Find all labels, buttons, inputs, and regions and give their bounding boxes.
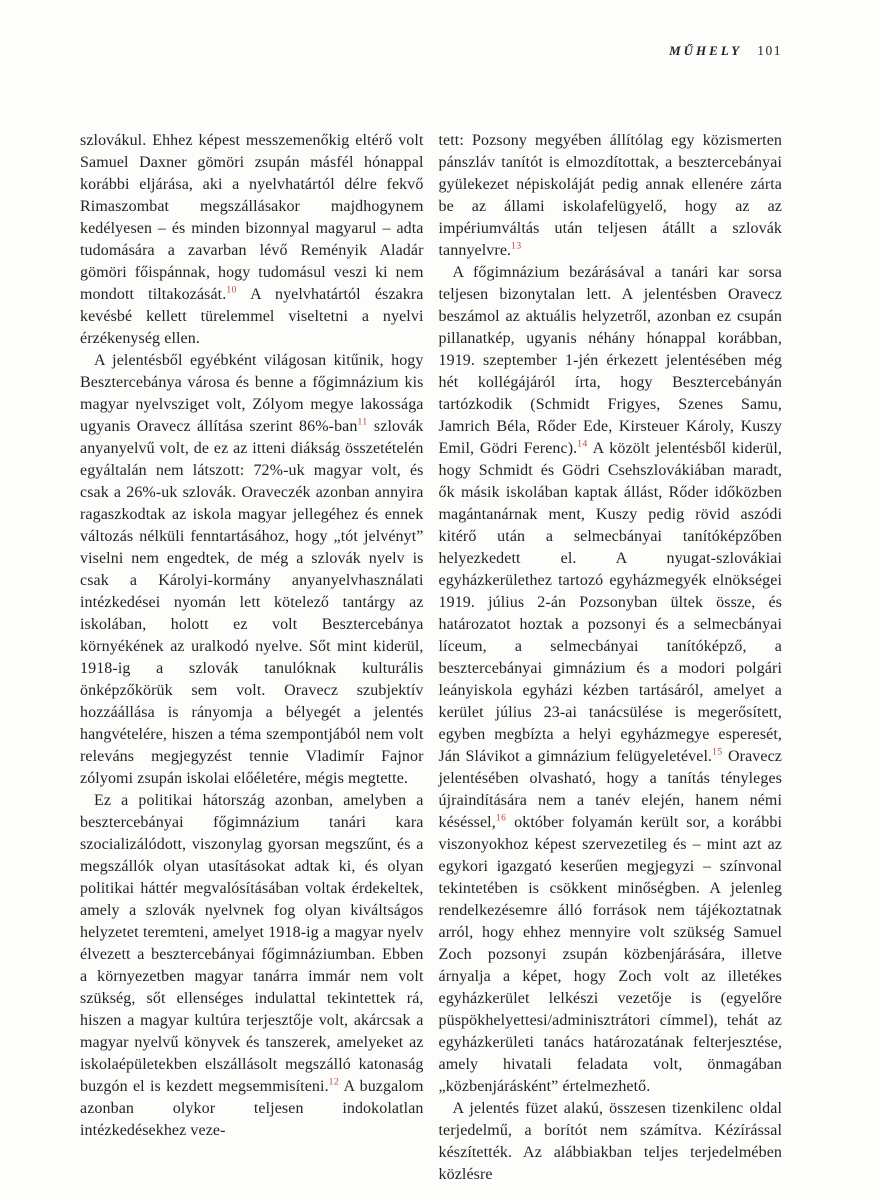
- two-column-text-block: [80, 130, 782, 1186]
- footnote-marker: 16: [495, 813, 507, 824]
- footnote-marker: 11: [357, 417, 368, 428]
- paragraph: A jelentésből egyébként világosan kitűnik, hogy Besztercebánya városa és benne a főgimnázium kis magyar nyelvsziget volt, Zólyom megye lakossága ugyanis Oravecz állítása szerint 86%-ban$^{11}$ szlovák anyanyelvű volt, de ez az itteni diákság összetételén egyáltalán nem látszott: 72%-uk magyar volt, és csak a 26%-uk szlovák. Oraveczék azonban annyira ragaszkodtak az iskola magyar jellegéhez és ennek változás nélküli fenntartásához, hogy „tót jelvényt” viselni nem engedtek, de még a szlovák nyelv is csak a Károlyi-kormány anyanyelvhasználati intézkedései nyomán lett kötelező tantárgy az iskolában, holott ez volt Besztercebánya környékének az uralkodó nyelve. Sőt mint kiderül, 1918-ig a szlovák tanulóknak kulturális önképzőkörük sem volt. Oravecz szubjektív hozzáállása is rányomja a bélyegét a jelentés hangvételére, hiszen a téma szempontjából nem volt releváns megjegyzést tennie Vladimír Fajnor zólyomi zsupán iskolai előéletére, mégis megtette.: [80, 352, 424, 787]
- footnote-marker: 14: [577, 439, 588, 450]
- paragraph: A jelentés füzet alakú, összesen tizenkilenc oldal terjedelmű, a borítót nem számítva. Kézírással készítették. Az alábbiakban teljes terjedelmében közlésre: [438, 1100, 782, 1183]
- text-column-left: [80, 130, 424, 1186]
- footnote-marker: 12: [328, 1077, 340, 1088]
- footnote-marker: 13: [511, 241, 522, 252]
- paragraph: Ez a politikai hátország azonban, amelyben a besztercebányai főgimnázium tanári kara szocializálódott, viszonylag gyorsan megszűnt, és a megszállók olyan utasításokat adtak ki, és olyan politikai háttér megvalósításában voltak érdekeltek, amely a szlovák nyelvnek fog olyan kiváltságos helyzetet teremteni, amelyet 1918-ig a magyar nyelv élvezett a besztercebányai főgimnáziumban. Ebben a környezetben magyar tanárra immár nem volt szükség, sőt ellenséges indulattal tekintettek rá, hiszen a magyar kultúra terjesztője volt, akárcsak a magyar nyelvű könyvek és tanszerek, amelyeket az iskolaépületekben elszállásolt megszálló katonaság buzgón el is kezdett megsemmisíteni.$^{12}$ A buzgalom azonban olykor teljesen indokolatlan intézkedésekhez veze-: [80, 792, 424, 1139]
- footnote-marker: 10: [226, 285, 237, 296]
- page-number: 101: [757, 43, 782, 58]
- paragraph: tett: Pozsony megyében állítólag egy közismerten pánszláv tanítót is elmozdítottak, a besztercebányai gyülekezet népiskoláját pedig annak ellenére zárta be az állami iskolafelügyelő, hogy az az impériumváltás után teljesen átállt a szlovák tannyelvre.$^{13}$: [438, 132, 782, 259]
- paragraph: szlovákul. Ehhez képest messzemenőkig eltérő volt Samuel Daxner gömöri zsupán másfél hónappal korábbi eljárása, aki a nyelvhatártól délre fekvő Rimaszombat megszállásakor majdhogynem kedélyesen – és minden bizonnyal magyarul – adta tudomására a zavarban lévő Reményik Aladár gömöri főispánnak, hogy tudomásul veszi ki nem mondott tiltakozását.$^{10}$ A nyelvhatártól északra kevésbé kellett türelemmel viseltetni a nyelvi érzékenység ellen.: [80, 132, 424, 347]
- text-column-right: [439, 130, 783, 1186]
- running-header: [669, 43, 782, 59]
- footnote-marker: 15: [712, 747, 723, 758]
- paragraph: A főgimnázium bezárásával a tanári kar sorsa teljesen bizonytalan lett. A jelentésben Oravecz beszámol az aktuális helyzetről, azonban ez csupán pillanatkép, ugyanis néhány hónappal korábban, 1919. szeptember 1-jén érkezett jelentésében még hét kollégájáról írta, hogy Besztercebányán tartózkodik (Schmidt Frigyes, Szenes Samu, Jamrich Béla, Rőder Ede, Kirsteuer Károly, Kuszy Emil, Gödri Ferenc).$^{14}$ A közölt jelentésből kiderül, hogy Schmidt és Gödri Csehszlovákiában maradt, ők másik iskolában kaptak állást, Rőder időközben magántanárnak ment, Kuszy pedig rövid aszódi kitérő után a selmecbányai tanítóképzőben helyezkedett el. A nyugat-szlovákiai egyházkerülethez tartozó egyházmegyék elnökségei 1919. július 2-án Pozsonyban ültek össze, és határozatot hoztak a pozsonyi és a selmecbányai líceum, a selmecbányai tanítóképző, a besztercebányai gimnázium és a modori polgári leányiskola egyházi kézben tartásáról, amelyet a kerület július 23-ai tanácsülése is megerősített, egyben megbízta a helyi egyházmegye esperesét, Ján Slávikot a gimnázium felügyeletével.$^{15}$ Oravecz jelentésében olvasható, hogy a tanítás tényleges újraindítására nem a tanév elején, hanem némi késéssel,$^{16}$ október folyamán került sor, a korábbi viszonyokhoz képest szervezetileg és – mint azt az egykori igazgató keserűen megjegyzi – színvonal tekintetében is csökkent minőségben. A jelenleg rendelkezésemre álló források nem tájékoztatnak arról, hogy ehhez mennyire volt szükség Samuel Zoch pozsonyi zsupán közbenjárására, illetve árnyalja a képet, hogy Zoch volt az illetékes egyházkerület lelkészi vezetője is (egyelőre püspökhelyettesi/adminisztrátori címmel), tehát az egyházkerületi tanács határozatának felterjesztése, amely hivatali feladata volt, önmagában „közbenjárásként” értelmezhető.: [438, 264, 783, 1095]
- section-label: MŰHELY: [669, 43, 743, 58]
